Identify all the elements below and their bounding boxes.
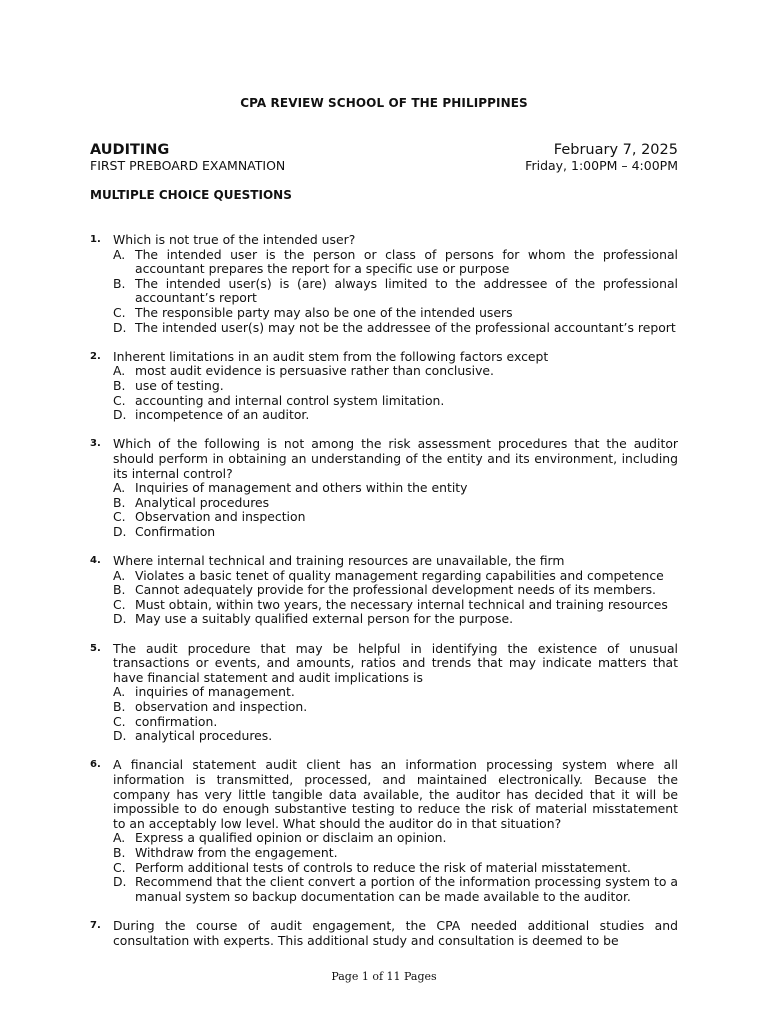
option-text: Cannot adequately provide for the professional development needs of its members. (135, 582, 656, 598)
option-text: Recommend that the client convert a portion of the information processing system to a manual system so backup documentation can be made available to the auditor. (135, 874, 678, 904)
answer-option (113, 583, 678, 598)
answer-option (113, 612, 678, 627)
option-text: Withdraw from the engagement. (135, 844, 338, 860)
question-list (90, 233, 678, 963)
option-list (113, 685, 678, 743)
answer-option (113, 364, 678, 379)
option-text: Inquiries of management and others within the entity (135, 480, 468, 496)
option-letter: A. (113, 363, 126, 379)
question-number: 2. (90, 350, 101, 362)
answer-option (113, 700, 678, 715)
question-text: Which of the following is not among the risk assessment procedures that the auditor should perform in obtaining an understanding of the entity and its environment, including its internal control? (113, 436, 678, 481)
question-text: The audit procedure that may be helpful in identifying the existence of unusual transactions or events, and amounts, ratios and trends that may indicate matters that have financial statement and audit implications is (113, 640, 678, 685)
subject-title: AUDITING (90, 142, 170, 158)
option-letter: C. (113, 509, 126, 525)
option-list (113, 831, 678, 904)
question-item (90, 350, 678, 423)
option-text: inquiries of management. (135, 684, 295, 700)
option-text: Perform additional tests of controls to reduce the risk of material misstatement. (135, 859, 631, 875)
option-letter: D. (113, 874, 127, 890)
option-letter: C. (113, 304, 126, 320)
question-text: A financial statement audit client has an information processing system where all information is transmitted, processed, and maintained electronically. Because the company has very little tangible data available, the auditor has decided that it will be impossible to do enough substantive testing to reduce the risk of material misstatement to an acceptably low level. What should the auditor do in that situation? (113, 757, 678, 831)
option-letter: B. (113, 275, 126, 291)
option-letter: B. (113, 494, 126, 510)
question-number: 1. (90, 234, 101, 245)
question-number: 7. (90, 919, 101, 931)
option-text: Confirmation (135, 523, 216, 539)
answer-option (113, 496, 678, 511)
question-item (90, 758, 678, 904)
answer-option (113, 685, 678, 700)
answer-option (113, 861, 678, 876)
question-item (90, 642, 678, 744)
school-name: CPA REVIEW SCHOOL OF THE PHILIPPINES (240, 96, 528, 110)
option-letter: C. (113, 713, 126, 729)
option-letter: B. (113, 377, 126, 393)
option-text: Analytical procedures (135, 494, 270, 510)
option-text: The intended user(s) may not be the addressee of the professional accountant’s report (135, 319, 676, 335)
option-text: accounting and internal control system limitation. (135, 392, 445, 408)
option-letter: C. (113, 392, 126, 408)
exam-name: FIRST PREBOARD EXAMNATION (90, 158, 286, 173)
answer-option (113, 715, 678, 730)
option-letter: A. (113, 567, 126, 583)
option-letter: D. (113, 611, 127, 627)
option-letter: D. (113, 523, 127, 539)
option-letter: C. (113, 859, 126, 875)
question-number: 6. (90, 759, 101, 771)
header-row-2 (90, 158, 678, 173)
answer-option (113, 379, 678, 394)
answer-option (113, 729, 678, 744)
answer-option (113, 481, 678, 496)
question-item (90, 919, 678, 948)
question-item (90, 233, 678, 335)
answer-option (113, 525, 678, 540)
option-text: The intended user is the person or class of persons for whom the professional accountant prepares the report for a specific use or purpose (135, 246, 678, 277)
option-letter: D. (113, 728, 127, 744)
option-letter: B. (113, 699, 126, 714)
answer-option (113, 306, 678, 321)
option-text: The intended user(s) is (are) always limited to the addressee of the professional accountant’s report (135, 275, 678, 306)
section-title: MULTIPLE CHOICE QUESTIONS (90, 188, 292, 202)
option-letter: A. (113, 830, 126, 846)
option-text: analytical procedures. (135, 728, 273, 744)
option-text: incompetence of an auditor. (135, 407, 310, 423)
option-text: most audit evidence is persuasive rather than conclusive. (135, 363, 494, 379)
option-text: Observation and inspection (135, 509, 306, 525)
answer-option (113, 598, 678, 613)
question-text: Where internal technical and training resources are unavailable, the firm (113, 553, 565, 569)
answer-option (113, 408, 678, 423)
option-text: Express a qualified opinion or disclaim an opinion. (135, 830, 447, 846)
question-text: Which is not true of the intended user? (113, 232, 356, 247)
question-item (90, 437, 678, 539)
option-letter: D. (113, 319, 127, 335)
question-number: 5. (90, 642, 101, 654)
answer-option (113, 248, 678, 277)
question-number: 4. (90, 555, 101, 567)
option-letter: D. (113, 407, 127, 423)
answer-option (113, 321, 678, 336)
option-letter: A. (113, 684, 126, 700)
option-text: observation and inspection. (135, 699, 308, 714)
option-text: The responsible party may also be one of the intended users (135, 304, 513, 320)
exam-schedule: Friday, 1:00PM – 4:00PM (525, 158, 678, 173)
answer-option (113, 394, 678, 409)
option-text: Violates a basic tenet of quality management regarding capabilities and competence (135, 567, 664, 583)
option-list (113, 481, 678, 539)
answer-option (113, 277, 678, 306)
answer-option (113, 875, 678, 904)
option-letter: A. (113, 480, 126, 496)
option-letter: A. (113, 246, 126, 262)
header-row-1 (90, 142, 678, 158)
option-text: confirmation. (135, 713, 218, 729)
question-text: Inherent limitations in an audit stem from the following factors except (113, 348, 549, 364)
option-text: May use a suitably qualified external person for the purpose. (135, 611, 514, 627)
exam-date: February 7, 2025 (553, 142, 678, 158)
answer-option (113, 831, 678, 846)
answer-option (113, 510, 678, 525)
option-letter: C. (113, 596, 126, 612)
option-text: Must obtain, within two years, the necessary internal technical and training resources (135, 596, 668, 612)
answer-option (113, 846, 678, 861)
answer-option (113, 569, 678, 584)
option-list (113, 248, 678, 336)
option-letter: B. (113, 844, 126, 860)
question-item (90, 554, 678, 627)
option-letter: B. (113, 582, 126, 598)
option-list (113, 569, 678, 627)
option-list (113, 364, 678, 422)
question-text: During the course of audit engagement, the CPA needed additional studies and consultation with experts. This additional study and consultation is deemed to be (113, 917, 678, 948)
page-footer: Page 1 of 11 Pages (331, 970, 437, 983)
question-number: 3. (90, 438, 101, 450)
option-text: use of testing. (135, 377, 224, 393)
